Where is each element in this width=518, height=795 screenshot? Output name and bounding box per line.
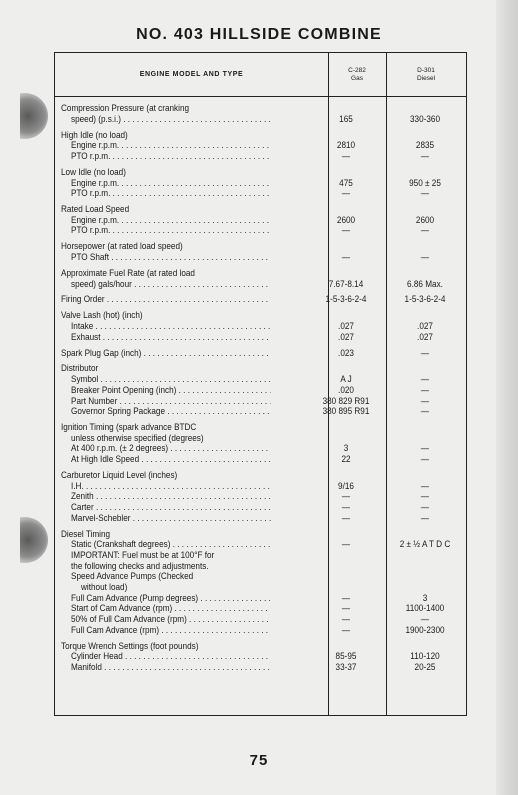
gas-value: —	[341, 188, 351, 200]
diesel-value: —	[420, 252, 430, 263]
diesel-value: —	[420, 374, 430, 386]
row-label: 50% of Full Cam Advance (rpm) . . .	[71, 615, 271, 626]
header-diesel-column	[386, 53, 466, 96]
gas-value: —	[341, 512, 351, 524]
diesel-value: —	[420, 454, 430, 466]
gas-value: —	[341, 491, 351, 503]
gas-value: —	[341, 592, 351, 604]
table-row	[61, 386, 466, 397]
table-row	[61, 216, 466, 227]
diesel-value: 2 ± ½ A T D C	[399, 539, 451, 551]
table-row	[61, 444, 466, 455]
table-row	[61, 455, 466, 466]
table-row	[61, 514, 466, 525]
diesel-value: —	[420, 443, 430, 455]
row-label: PTO r.p.m. . . .	[71, 189, 271, 200]
table-row	[61, 104, 466, 115]
row-label: Horsepower (at rated load speed)	[61, 242, 183, 253]
diesel-value: 1100-1400	[405, 603, 445, 615]
row-label: Full Cam Advance (rpm) . . .	[71, 626, 271, 637]
diesel-value: —	[420, 491, 430, 503]
header-gas-type: Gas	[351, 74, 363, 82]
gas-value: 165	[339, 113, 353, 125]
row-label: Manifold . . .	[71, 663, 271, 674]
diesel-value: 330-360	[410, 113, 440, 125]
gas-value: 380 829 R91	[322, 395, 370, 407]
table-row	[61, 311, 466, 322]
row-label: PTO r.p.m. . . .	[71, 152, 271, 163]
header-gas-column	[328, 53, 386, 96]
gas-value: —	[341, 624, 351, 636]
diesel-value: —	[420, 480, 430, 492]
gas-value: —	[341, 502, 351, 514]
diesel-value: —	[420, 512, 430, 524]
table-row	[61, 349, 466, 360]
page-number: 75	[249, 752, 269, 769]
table-row	[61, 482, 466, 493]
table-row	[61, 503, 466, 514]
table-row	[61, 364, 466, 375]
diesel-value: —	[420, 614, 430, 626]
table-row	[61, 434, 466, 445]
gas-value: 475	[339, 177, 353, 189]
table-row	[61, 572, 466, 583]
gas-value: .027	[338, 331, 354, 343]
gas-value: .023	[338, 347, 354, 359]
gas-value: —	[341, 150, 351, 162]
gas-value: —	[341, 225, 351, 237]
row-label: Engine r.p.m. . . .	[71, 179, 271, 190]
diesel-value: 2600	[415, 214, 435, 226]
gas-value: 380 895 R91	[322, 406, 370, 418]
table-row	[61, 492, 466, 503]
header-gas-model: C-282	[348, 66, 366, 74]
diesel-value: —	[420, 225, 430, 237]
row-label: I.H. . . .	[71, 482, 271, 493]
header-diesel-type: Diesel	[416, 74, 436, 82]
row-label: High Idle (no load)	[61, 130, 128, 141]
table-row	[61, 242, 466, 253]
row-label: Full Cam Advance (Pump degrees) . . .	[71, 594, 271, 605]
row-label: Cylinder Head . . .	[71, 652, 271, 663]
spec-table	[54, 52, 467, 716]
row-label: Spark Plug Gap (inch) . . .	[61, 349, 271, 360]
diesel-value: —	[420, 502, 430, 514]
row-label: IMPORTANT: Fuel must be at 100°F for	[71, 551, 215, 561]
diesel-value: 950 ± 25	[409, 177, 441, 189]
diesel-value: .027	[417, 321, 433, 332]
row-label: Compression Pressure (at cranking	[61, 104, 190, 114]
table-row	[61, 551, 466, 562]
table-row	[61, 407, 466, 418]
diesel-value: —	[420, 150, 430, 162]
table-row	[61, 141, 466, 152]
diesel-value: —	[420, 406, 430, 418]
table-row	[61, 397, 466, 408]
gas-value: 7.67-8.14	[328, 278, 364, 290]
diesel-value: 110-120	[410, 651, 440, 663]
table-row	[61, 333, 466, 344]
diesel-value: —	[420, 384, 430, 396]
gas-value: 9/16	[338, 480, 354, 492]
table-row	[61, 540, 466, 551]
row-label: Low Idle (no load)	[61, 167, 126, 178]
row-label: At High Idle Speed . . .	[71, 455, 271, 466]
gas-value: .027	[338, 321, 354, 332]
row-label: Diesel Timing	[61, 529, 111, 540]
row-label: unless otherwise specified (degrees)	[71, 433, 204, 444]
table-row	[61, 375, 466, 386]
row-label: Carburetor Liquid Level (inches)	[61, 471, 178, 481]
table-row	[61, 168, 466, 179]
table-row	[61, 115, 466, 126]
table-row	[61, 663, 466, 674]
row-label: Engine r.p.m. . . .	[71, 216, 271, 227]
table-row	[61, 189, 466, 200]
table-row	[61, 583, 466, 594]
gas-value: —	[341, 614, 351, 626]
row-label: Rated Load Speed	[61, 205, 130, 216]
diesel-value: 3	[422, 592, 428, 604]
page-title: NO. 403 HILLSIDE COMBINE	[136, 26, 382, 43]
table-row	[61, 131, 466, 142]
row-label: PTO r.p.m. . . .	[71, 226, 271, 237]
table-row	[61, 652, 466, 663]
spec-rows	[61, 104, 466, 674]
binding-hole	[20, 93, 48, 139]
row-label: Intake . . .	[71, 322, 271, 333]
diesel-value: 1-5-3-6-2-4	[404, 294, 446, 306]
table-row	[61, 642, 466, 653]
table-row	[61, 205, 466, 216]
gas-value: —	[341, 252, 351, 263]
row-label: At 400 r.p.m. (± 2 degrees) . . .	[71, 444, 271, 455]
page-edge	[496, 0, 518, 795]
diesel-value: .027	[417, 331, 433, 343]
gas-value: 33-37	[335, 662, 357, 674]
row-label: the following checks and adjustments.	[71, 561, 209, 572]
row-label: Governor Spring Package . . .	[71, 407, 271, 418]
row-label: Part Number . . .	[71, 397, 271, 408]
diesel-value: 1900-2300	[405, 624, 445, 636]
table-row	[61, 604, 466, 615]
table-row	[61, 179, 466, 190]
table-row	[61, 626, 466, 637]
diesel-value: —	[420, 188, 430, 200]
row-label: Approximate Fuel Rate (at rated load	[61, 268, 195, 279]
row-label: Distributor	[61, 364, 99, 375]
gas-value: 2600	[336, 214, 356, 226]
row-label: speed) gals/hour . . .	[71, 280, 271, 291]
row-label: Speed Advance Pumps (Checked	[71, 572, 194, 583]
row-label: PTO Shaft . . .	[71, 253, 271, 264]
row-label: Firing Order . . .	[61, 295, 271, 306]
header-engine-model: ENGINE MODEL AND TYPE	[139, 71, 244, 78]
table-row	[61, 423, 466, 434]
row-label: Symbol . . .	[71, 375, 271, 386]
binding-hole	[20, 517, 48, 563]
table-row	[61, 226, 466, 237]
table-row	[61, 562, 466, 573]
diesel-value: —	[420, 395, 430, 407]
row-label: speed) (p.s.i.) . . .	[71, 115, 271, 126]
row-label: Start of Cam Advance (rpm) . . .	[71, 604, 271, 615]
table-row	[61, 280, 466, 291]
table-row	[61, 471, 466, 482]
gas-value: 85-95	[335, 651, 357, 663]
row-label: without load)	[81, 583, 128, 594]
diesel-value: 20-25	[414, 662, 436, 674]
table-row	[61, 269, 466, 280]
table-row	[61, 253, 466, 264]
gas-value: 22	[341, 454, 351, 466]
row-label: Torque Wrench Settings (foot pounds)	[61, 641, 199, 652]
table-row	[61, 152, 466, 163]
diesel-value: 2835	[415, 140, 435, 152]
row-label: Marvel-Schebler . . .	[71, 514, 271, 525]
row-label: Carter . . .	[71, 503, 271, 514]
table-row	[61, 322, 466, 333]
row-label: Static (Crankshaft degrees) . . .	[71, 540, 271, 551]
diesel-value: —	[420, 347, 430, 359]
gas-value: .020	[338, 384, 354, 396]
gas-value: —	[341, 603, 351, 615]
gas-value: 2810	[336, 140, 356, 152]
row-label: Zenith . . .	[71, 492, 271, 503]
gas-value: 3	[343, 443, 349, 455]
header-divider	[55, 96, 466, 97]
gas-value: —	[341, 539, 351, 551]
row-label: Exhaust . . .	[71, 333, 271, 344]
header-diesel-model: D-301	[417, 66, 435, 74]
gas-value: A J	[340, 374, 352, 386]
row-label: Valve Lash (hot) (inch)	[61, 311, 143, 322]
diesel-value: 6.86 Max.	[407, 278, 443, 290]
table-row	[61, 295, 466, 306]
row-label: Ignition Timing (spark advance BTDC	[61, 423, 197, 434]
row-label: Engine r.p.m. . . .	[71, 141, 271, 152]
row-label: Breaker Point Opening (inch) . . .	[71, 386, 271, 397]
gas-value: 1-5-3-6-2-4	[325, 294, 367, 306]
